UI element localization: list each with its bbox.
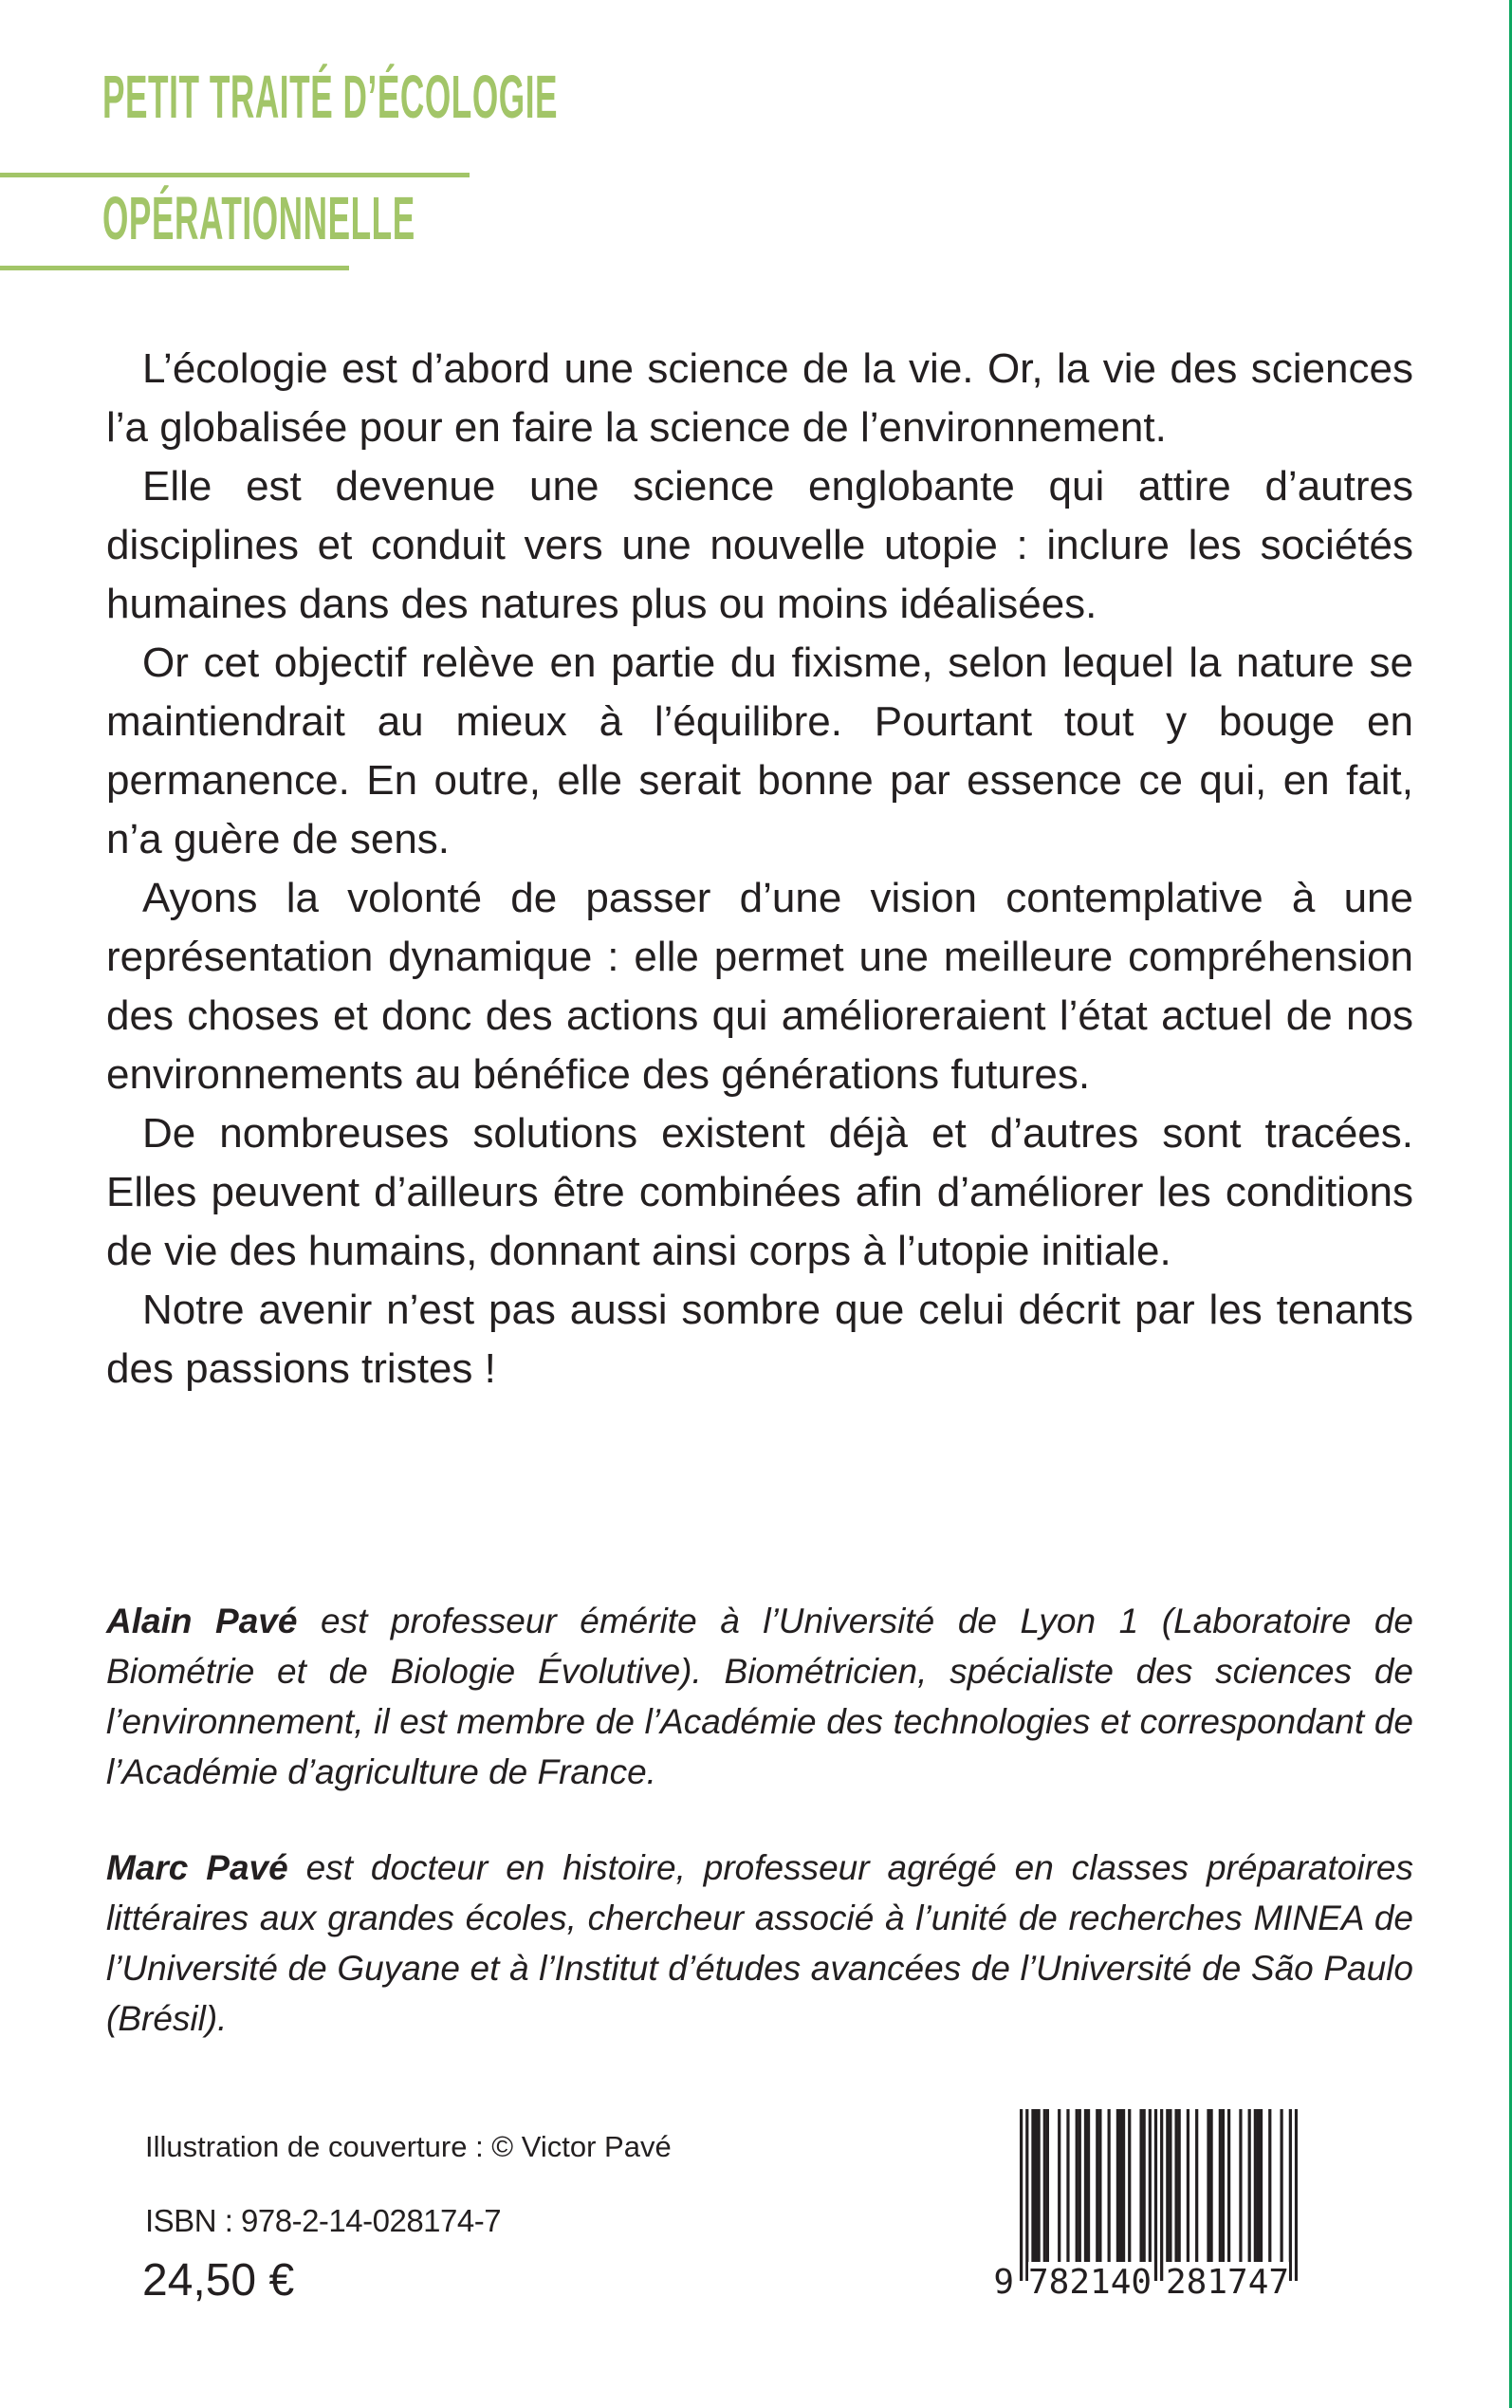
synopsis-paragraph: Ayons la volonté de passer d’une vision contemplative à une représentation dynamique : elle permet une meilleure compréhension des choses et donc des actions qui amélioreraient l’état actuel de nos environnements au bénéfice des générations futures.	[106, 875, 1413, 1098]
author-bio-marc-pave	[106, 1843, 1413, 2044]
barcode-right-digits: 281747	[1166, 2263, 1290, 2302]
book-title-line-2-text: OPÉRATIONNELLE	[102, 184, 415, 252]
barcode-bars	[1020, 2109, 1298, 2281]
author-bio-alain-pave	[106, 1596, 1413, 1797]
ean13-barcode	[982, 2109, 1304, 2308]
price-label: 24,50 €	[142, 2255, 295, 2306]
author-bio-text: est docteur en histoire, professeur agrégé en classes préparatoires littéraires aux grandes écoles, chercheur associé à l’unité de recherches MINEA de l’Université de Guyane et à l’Institut d’études avancées de l’Université de São Paulo (Brésil).	[106, 1848, 1413, 2038]
barcode-first-digit: 9	[982, 2262, 1014, 2304]
isbn-label: ISBN : 978-2-14-028174-7	[145, 2203, 502, 2238]
title-underline-1	[0, 173, 470, 177]
synopsis-paragraph: Elle est devenue une science englobante qui attire d’autres disciplines et conduit vers une nouvelle utopie : inclure les sociétés humaines dans des natures plus ou moins idéalisées.	[106, 463, 1413, 627]
synopsis-paragraph: Or cet objectif relève en partie du fixisme, selon lequel la nature se maintiendrait au mieux à l’équilibre. Pourtant tout y bouge en permanence. En outre, elle serait bonne par essence ce qui, en fait, n’a guère de sens.	[106, 639, 1413, 862]
book-title-line-1-text: PETIT TRAITÉ D’ÉCOLOGIE	[102, 63, 559, 131]
author-name: Marc Pavé	[106, 1848, 288, 1887]
title-underline-2	[0, 266, 349, 270]
barcode-left-digits: 782140	[1028, 2263, 1152, 2302]
synopsis-paragraph: De nombreuses solutions existent déjà et d’autres sont tracées. Elles peuvent d’ailleurs être combinées afin d’améliorer les conditions de vie des humains, donnant ainsi corps à l’utopie initiale.	[106, 1110, 1413, 1274]
illustration-credit: Illustration de couverture : © Victor Pavé	[145, 2130, 672, 2163]
book-title-line-2	[102, 184, 672, 252]
author-bio-text: est professeur émérite à l’Université de Lyon 1 (Laboratoire de Biométrie et de Biologie Évolutive). Biométricien, spécialiste des sciences de l’environnement, il est membre de l’Académie des technologies et correspondant de l’Académie d’agriculture de France.	[106, 1602, 1413, 1791]
author-bios	[106, 1596, 1413, 2089]
book-title-line-1	[102, 63, 931, 131]
author-name: Alain Pavé	[106, 1602, 298, 1640]
synopsis-paragraph: Notre avenir n’est pas aussi sombre que celui décrit par les tenants des passions tristes !	[106, 1287, 1413, 1392]
synopsis-paragraph: L’écologie est d’abord une science de la vie. Or, la vie des sciences l’a globalisée pour en faire la science de l’environnement.	[106, 345, 1413, 451]
synopsis	[106, 340, 1413, 1398]
